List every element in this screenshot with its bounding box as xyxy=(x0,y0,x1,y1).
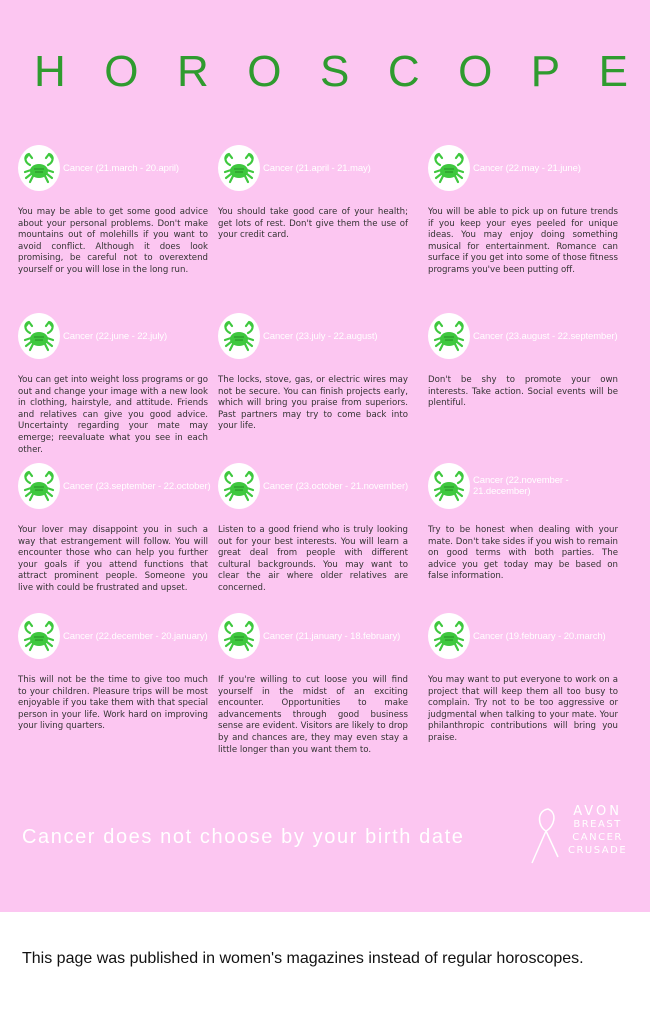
entry-text: This will not be the time to give too much to your children. Pleasure trips will be most enjoyable if you take them with that special person in your life. Work hard on improving your living quarters. xyxy=(18,675,208,732)
entry-text: You may want to put everyone to work on a project that will keep them all too busy to complain. Try not to be too aggressive or judgmental when talking to your mate. Your philanthropic contributions will bring you praise. xyxy=(428,675,618,743)
entry-text: Try to be honest when dealing with your mate. Don't take sides if you wish to remain on good terms with both parties. The advice you get today may be based on false information. xyxy=(428,525,618,582)
crab-icon xyxy=(18,613,60,659)
entry-dates: Cancer (23.october - 21.november) xyxy=(263,480,409,492)
entry-header xyxy=(428,313,626,359)
title-letter: O xyxy=(458,47,493,96)
title-letter: C xyxy=(387,47,420,96)
entry-header xyxy=(18,613,216,659)
title-letter: O xyxy=(104,47,139,96)
crab-icon xyxy=(18,463,60,509)
crab-icon xyxy=(428,313,470,359)
entry-header xyxy=(18,463,216,509)
crab-icon xyxy=(218,463,260,509)
entry-dates: Cancer (23.july - 22.august) xyxy=(263,330,378,342)
crab-icon xyxy=(218,145,260,191)
entry-header xyxy=(218,145,416,191)
entry-header xyxy=(428,463,626,509)
entry-header xyxy=(218,463,416,509)
entry-dates: Cancer (21.january - 18.february) xyxy=(263,630,401,642)
entry-dates: Cancer (22.december - 20.january) xyxy=(63,630,208,642)
entry-text: The locks, stove, gas, or electric wires may not be secure. You can finish projects early, which will bring you praise from superiors. Past partners may try to come back into your life. xyxy=(218,375,408,432)
horoscope-entry xyxy=(428,313,626,410)
horoscope-entry xyxy=(218,313,416,433)
entry-text: Your lover may disappoint you in such a way that estrangement will follow. You will encounter those who can help you further your goals if you attend functions that attract prominent people. Someone you live with could be frustrated and upset. xyxy=(18,525,208,593)
entry-dates: Cancer (23.september - 22.october) xyxy=(63,480,211,492)
title-letter: R xyxy=(176,47,209,96)
logo-avon: AVON xyxy=(573,804,622,819)
horoscope-entry xyxy=(18,613,216,733)
page-title xyxy=(0,47,650,96)
title-letter: S xyxy=(319,47,350,96)
entry-dates: Cancer (21.march - 20.april) xyxy=(63,162,179,174)
title-letter: H xyxy=(34,47,66,96)
horoscope-entry xyxy=(18,463,216,595)
horoscope-entry xyxy=(428,145,626,277)
entry-dates: Cancer (22.november - 21.december) xyxy=(473,475,569,497)
crab-icon xyxy=(218,613,260,659)
entry-header xyxy=(18,145,216,191)
entry-dates: Cancer (22.june - 22.july) xyxy=(63,330,168,342)
entry-dates: Cancer (23.august - 22.september) xyxy=(473,330,618,342)
horoscope-entry xyxy=(428,613,626,745)
entry-header xyxy=(428,613,626,659)
horoscope-entry xyxy=(218,145,416,242)
entry-header xyxy=(218,313,416,359)
horoscope-entry xyxy=(18,145,216,277)
entry-text: You will be able to pick up on future trends if you keep your eyes peeled for unique ideas. You may enjoy doing something musical for entertainment. Romance can surface if you get into some of those fitness programs you've been putting off. xyxy=(428,207,618,275)
crab-icon xyxy=(428,463,470,509)
entry-text: You may be able to get some good advice about your personal problems. Don't make mountains out of molehills if you want to avoid conflict. Although it does look promising, be careful not to overextend yourself or you will lose in the long run. xyxy=(18,207,208,275)
horoscope-entry xyxy=(18,313,216,456)
crab-icon xyxy=(218,313,260,359)
avon-logo xyxy=(528,805,638,869)
entry-text: You should take good care of your health; get lots of rest. Don't give them the use of your credit card. xyxy=(218,207,408,241)
entry-header xyxy=(428,145,626,191)
crab-icon xyxy=(428,613,470,659)
horoscope-entry xyxy=(218,613,416,756)
entry-header xyxy=(18,313,216,359)
entry-dates: Cancer (19.february - 20.march) xyxy=(473,630,606,642)
crab-icon xyxy=(18,145,60,191)
title-letter: E xyxy=(598,47,628,96)
entry-text: You can get into weight loss programs or go out and change your image with a new look in clothing, hairstyle, and attitude. Friends and relatives can give you good advice. Uncertainty regarding your mate may emerge; reevaluate what you see in each other. xyxy=(18,375,208,455)
title-letter: P xyxy=(530,47,561,96)
caption: This page was published in women's magazines instead of regular horoscopes. xyxy=(22,950,584,967)
slogan: Cancer does not choose by your birth date xyxy=(22,826,465,848)
logo-line: CRUSADE xyxy=(568,845,628,856)
entry-text: If you're willing to cut loose you will find yourself in the midst of an exciting encounter. Opportunities to make advancements through good business sense are evident. Visitors are likely to drop by and chances are, they may even stay a little longer than you want them to. xyxy=(218,675,408,755)
horoscope-entry xyxy=(428,463,626,583)
entry-text: Listen to a good friend who is truly looking out for your best interests. You will learn a great deal from people with different cultural backgrounds. You may want to clear the air where older relatives are concerned. xyxy=(218,525,408,593)
pink-ribbon-icon xyxy=(528,805,564,865)
logo-line: CANCER xyxy=(572,832,623,843)
title-letter: O xyxy=(247,47,282,96)
entry-header xyxy=(218,613,416,659)
logo-line: BREAST xyxy=(573,819,622,830)
entry-dates: Cancer (22.may - 21.june) xyxy=(473,162,581,174)
crab-icon xyxy=(428,145,470,191)
entry-dates: Cancer (21.april - 21.may) xyxy=(263,162,371,174)
crab-icon xyxy=(18,313,60,359)
entry-text: Don't be shy to promote your own interests. Take action. Social events will be plentiful. xyxy=(428,375,618,409)
horoscope-entry xyxy=(218,463,416,595)
